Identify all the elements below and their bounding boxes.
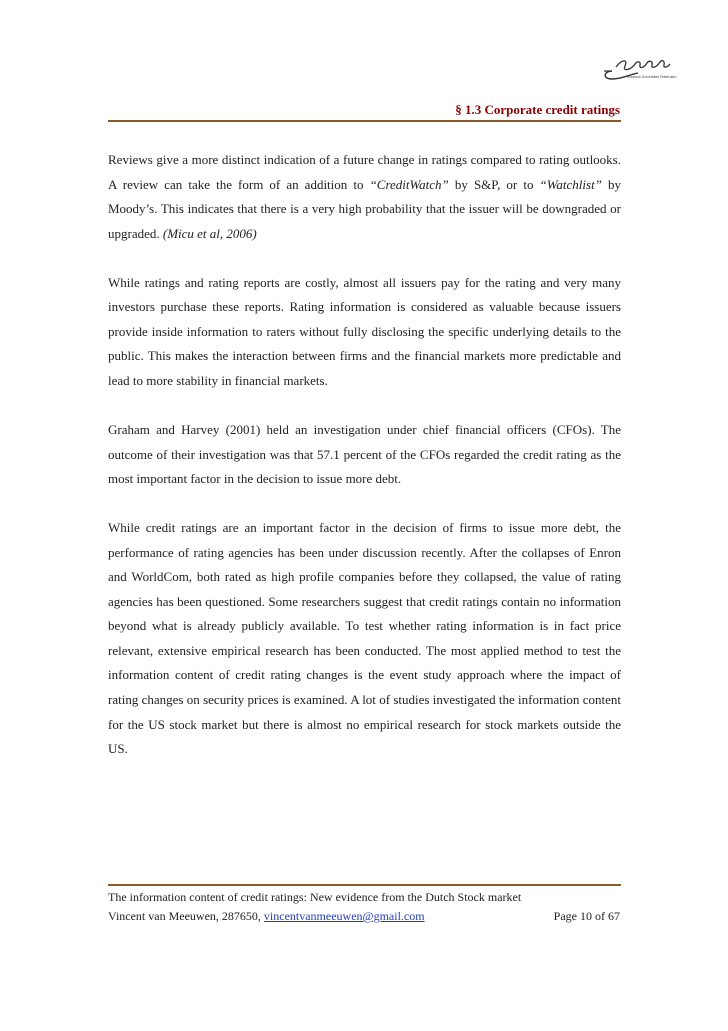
paragraph: Graham and Harvey (2001) held an investigation under chief financial officers (CFOs). The outcome of their investigation was that 57.1 percent of the CFOs regarded the credit rating as the most important factor in the decision to issue more debt. <box>108 422 621 487</box>
text-run: by Moody’s. This indicates that there is a very high probability that the issuer will be downgraded or upgraded. <box>108 176 622 241</box>
body-text <box>108 148 621 786</box>
logo-caption: Erasmus Universiteit Rotterdam <box>627 75 677 79</box>
text-run: by S&P, or to <box>448 176 540 192</box>
paragraph: While ratings and rating reports are costly, almost all issuers pay for the rating and very many investors purchase these reports. Rating information is considered as valuable because issuers provide inside information to raters without fully disclosing the specific underlying details to the public. This makes the interaction between firms and the financial markets more predictable and lead to more stability in financial markets. <box>108 274 621 388</box>
citation: (Micu et al, 2006) <box>162 225 257 241</box>
header-rule <box>108 120 621 122</box>
footer-title: The information content of credit ratings: New evidence from the Dutch Stock market <box>108 890 522 904</box>
creditwatch-term: “CreditWatch” <box>369 176 449 192</box>
page-number: Page 10 of 67 <box>553 909 620 923</box>
section-title: § 1.3 Corporate credit ratings <box>455 102 620 117</box>
paragraph <box>108 148 621 246</box>
watchlist-term: “Watchlist” <box>539 176 602 192</box>
university-logo <box>598 55 690 85</box>
footer-rule <box>108 884 621 886</box>
author-info: Vincent van Meeuwen, 287650, <box>108 909 264 923</box>
erasmus-signature-icon <box>598 55 690 85</box>
email-link[interactable]: vincentvanmeeuwen@gmail.com <box>263 909 425 923</box>
footer-author <box>108 909 425 924</box>
text-run: Reviews give a more distinct indication of a future change in ratings compared to rating outlooks. A review can take the form of an addition to <box>108 152 621 192</box>
paragraph: While credit ratings are an important factor in the decision of firms to issue more debt, the performance of rating agencies has been under discussion recently. After the collapses of Enron and WorldCom, both rated as high profile companies before they collapsed, the value of rating agencies has been questioned. Some researchers suggest that credit ratings contain no information beyond what is already publicly available. To test whether rating information is in fact price relevant, extensive empirical research has been conducted. The most applied method to test the information content of credit rating changes is the event study approach where the impact of rating changes on security prices is examined. A lot of studies investigated the information content for the US stock market but there is almost no empirical research for stock markets outside the US. <box>108 520 621 757</box>
